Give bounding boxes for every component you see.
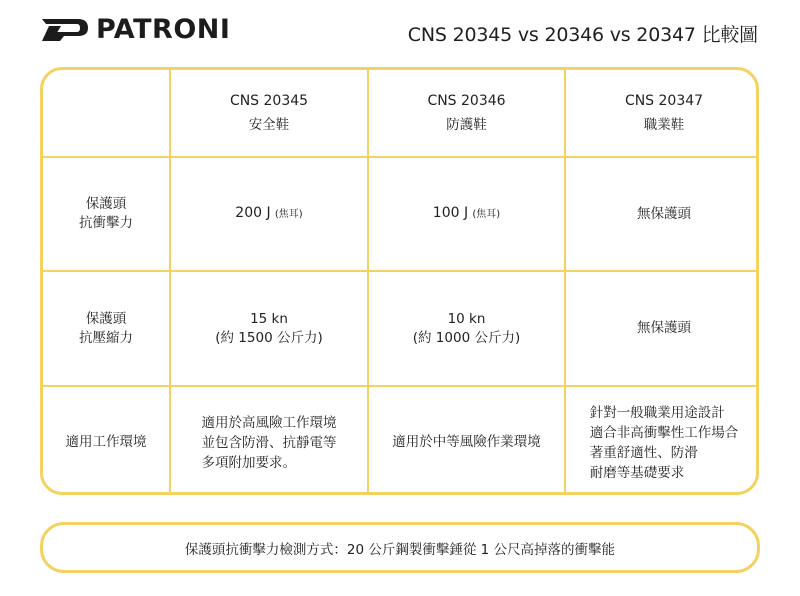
cell-line: 適用於中等風險作業環境: [392, 434, 541, 450]
table-cell: [170, 386, 368, 495]
patroni-p-mark-icon: [40, 17, 90, 43]
cell-value: 無保護頭: [637, 320, 691, 336]
table-header-row: [43, 70, 759, 157]
cell-paragraph: [590, 403, 739, 483]
cell-value: 10 kn: [447, 310, 486, 327]
cell-line: 適用於高風險工作環境: [201, 414, 337, 431]
table-cell: [368, 271, 565, 386]
cell-value: 100 J: [432, 205, 469, 221]
cell-paragraph: [202, 413, 337, 473]
comparison-title: CNS 20345 vs 20346 vs 20347 比較圖: [407, 24, 758, 46]
table-row-environment: [43, 386, 759, 495]
cell-value: 15 kn: [250, 310, 288, 327]
cell-unit: (焦耳): [274, 209, 303, 220]
column-type: 職業鞋: [643, 117, 685, 133]
table-cell: [368, 386, 565, 495]
brand-logo[interactable]: [40, 15, 230, 45]
cell-subvalue: (約 1500 公斤力): [215, 329, 323, 346]
cell-line: 耐磨等基礎要求: [589, 464, 685, 481]
cell-line: 多項附加要求。: [201, 454, 296, 471]
row-label-line: 保護頭: [85, 196, 127, 212]
header: [0, 0, 800, 62]
table-cell: [565, 271, 759, 386]
corner-cell: [43, 70, 170, 157]
row-label-line: 抗壓縮力: [79, 329, 133, 346]
cell-value: 200 J: [235, 205, 271, 221]
column-header-cns-20346: [368, 70, 565, 157]
column-standard: CNS 20346: [427, 93, 506, 109]
column-header-cns-20345: [170, 70, 368, 157]
row-label-line: 抗衝擊力: [79, 215, 133, 231]
cell-value: 無保護頭: [637, 205, 691, 222]
cell-line: 針對一般職業用途設計: [589, 404, 725, 421]
row-label-environment: 適用工作環境: [43, 386, 170, 495]
column-standard: CNS 20345: [229, 93, 309, 109]
column-standard: CNS 20347: [624, 93, 704, 109]
table-row-impact: [43, 157, 759, 271]
comparison-table: [40, 67, 759, 495]
cell-line: 適合非高衝擊性工作場合: [589, 424, 739, 441]
table-row-compression: [43, 271, 759, 386]
table-cell: [565, 386, 759, 495]
column-type: 防護鞋: [446, 117, 487, 133]
column-header-cns-20347: [565, 70, 759, 157]
table-cell: [170, 271, 368, 386]
cell-line: 著重舒適性、防滑: [589, 444, 698, 461]
table-cell: [565, 157, 759, 271]
table-cell: [368, 157, 565, 271]
row-label-impact: [43, 157, 170, 271]
row-label-line: 保護頭: [85, 310, 127, 327]
cell-subvalue: (約 1000 公斤力): [412, 329, 521, 346]
cell-line: 並包含防滑、抗靜電等: [201, 434, 337, 451]
cell-unit: (焦耳): [472, 209, 501, 220]
footer-note-text: 保護頭抗衝擊力檢測方式：20 公斤鋼製衝擊錘從 1 公尺高掉落的衝擊能: [184, 541, 616, 558]
column-type: 安全鞋: [248, 117, 290, 133]
row-label-compression: [43, 271, 170, 386]
footer-note: [40, 522, 760, 573]
table-cell: [170, 157, 368, 271]
logo-text: PATRONI: [96, 14, 231, 45]
